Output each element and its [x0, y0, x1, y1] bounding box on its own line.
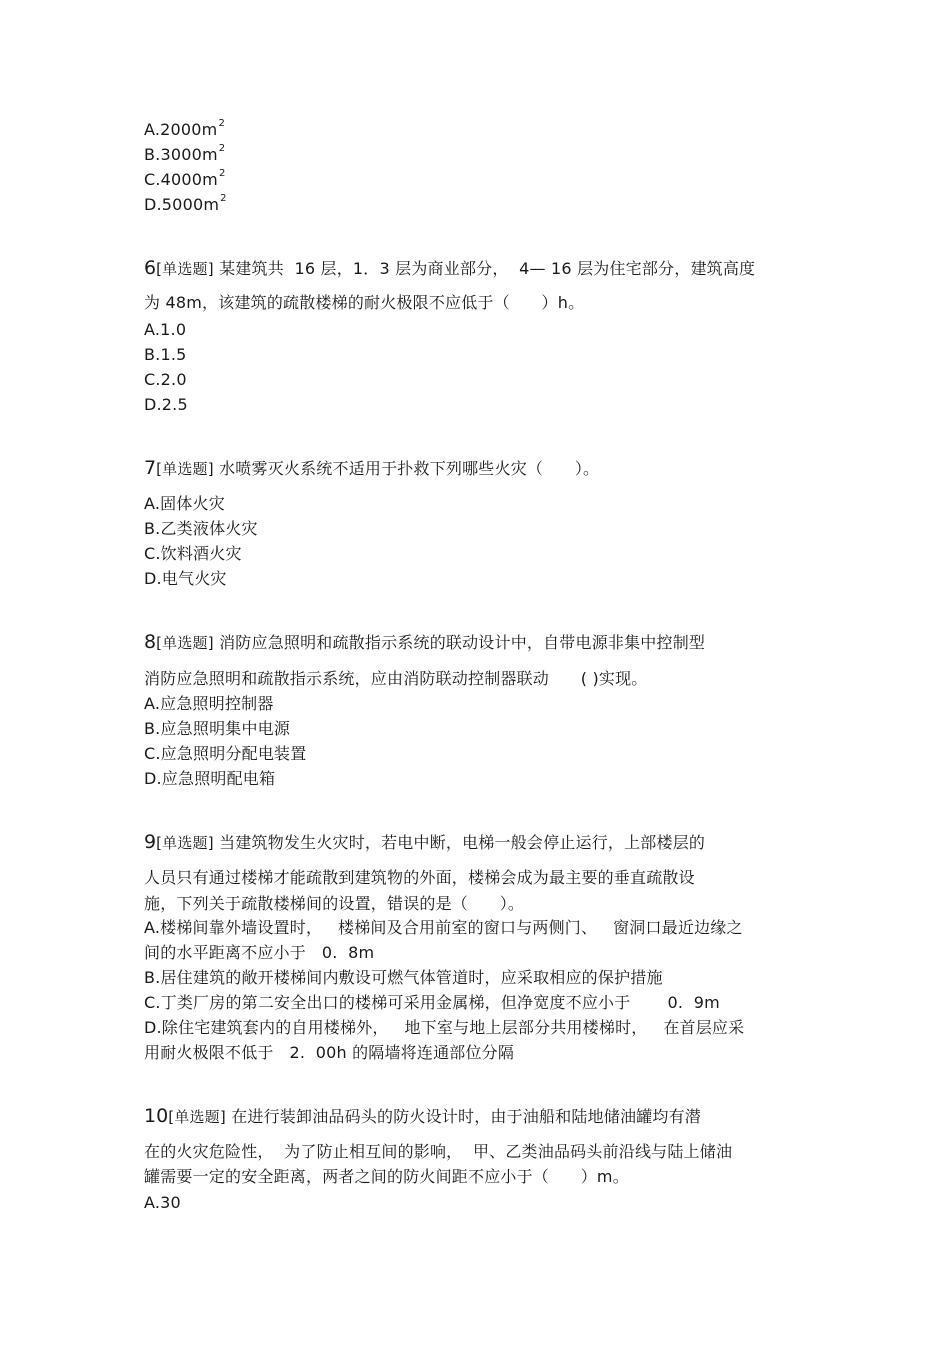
q7-option-d: D.电气火灾 [144, 569, 227, 588]
q5-option-a: $A.2000m^2$ [144, 118, 226, 139]
q6-stem-line1: 6[单选题] 某建筑共 16 层，1．3 层为商业部分， 4— 16 层为住宅部分，建筑高度 [144, 257, 756, 279]
q9-number: 9 [144, 831, 157, 853]
q10-stem-line2: 在的火灾危险性， 为了防止相互间的影响， 甲、乙类油品码头前沿线与陆上储油 [144, 1142, 733, 1161]
q6-number: 6 [144, 257, 157, 279]
q6-option-a: A.1.0 [144, 320, 187, 339]
q7-stem-line1: 7[单选题] 水喷雾灭火系统不适用于扑救下列哪些火灾（ ）。 [144, 457, 600, 479]
q7-type-tag: [单选题] [156, 460, 214, 478]
q7-option-a: A.固体火灾 [144, 494, 225, 513]
q9-stem-line3: 施，下列关于疏散楼梯间的设置，错误的是（ ）。 [144, 894, 525, 913]
q5-option-b: $B.3000m^2$ [144, 143, 226, 164]
q10-stem-line3: 罐需要一定的安全距离，两者之间的防火间距不应小于（ ）m。 [144, 1167, 629, 1186]
q7-option-b: B.乙类液体火灾 [144, 519, 258, 538]
q6-type-tag: [单选题] [156, 260, 214, 278]
q10-number: 10 [144, 1105, 169, 1127]
q7-option-c: C.饮料酒火灾 [144, 544, 242, 563]
q5-option-d: $D.5000m^2$ [144, 193, 227, 214]
q9-option-d-line2: 用耐火极限不低于 2. 00h 的隔墙将连通部位分隔 [144, 1043, 515, 1062]
q9-stem-line2: 人员只有通过楼梯才能疏散到建筑物的外面，楼梯会成为最主要的垂直疏散设 [144, 868, 695, 887]
q6-option-d: D.2.5 [144, 395, 188, 414]
q6-option-b: B.1.5 [144, 345, 187, 364]
q8-option-d: D.应急照明配电箱 [144, 769, 276, 788]
q8-option-c: C.应急照明分配电装置 [144, 744, 307, 763]
q9-option-a-line2: 间的水平距离不应小于 0. 8m [144, 943, 375, 962]
q6-stem-line2: 为 48m，该建筑的疏散楼梯的耐火极限不应低于（ ）h。 [144, 293, 585, 312]
q9-option-a-line1: A.楼梯间靠外墙设置时， 楼梯间及合用前室的窗口与两侧门、 窗洞口最近边缘之 [144, 918, 743, 937]
q9-stem-line1: 9[单选题] 当建筑物发生火灾时，若电中断，电梯一般会停止运行，上部楼层的 [144, 831, 706, 853]
q9-option-b: B.居住建筑的敞开楼梯间内敷设可燃气体管道时，应采取相应的保护措施 [144, 968, 663, 987]
q10-stem-line1: 10[单选题] 在进行装卸油品码头的防火设计时，由于油船和陆地储油罐均有潜 [144, 1105, 701, 1127]
q8-number: 8 [144, 631, 157, 653]
q8-stem-line2: 消防应急照明和疏散指示系统，应由消防联动控制器联动 ( )实现。 [144, 669, 648, 688]
q10-option-a: A.30 [144, 1193, 181, 1212]
q9-option-c: C.丁类厂房的第二安全出口的楼梯可采用金属梯，但净宽度不应小于 0. 9m [144, 993, 720, 1012]
q10-type-tag: [单选题] [168, 1108, 226, 1126]
q6-option-c: C.2.0 [144, 370, 187, 389]
q5-option-c: $C.4000m^2$ [144, 168, 226, 189]
q9-option-d-line1: D.除住宅建筑套内的自用楼梯外， 地下室与地上层部分共用楼梯时， 在首层应采 [144, 1018, 745, 1037]
q7-number: 7 [144, 457, 157, 479]
q8-option-b: B.应急照明集中电源 [144, 719, 291, 738]
q8-stem-line1: 8[单选题] 消防应急照明和疏散指示系统的联动设计中，自带电源非集中控制型 [144, 631, 706, 653]
q9-type-tag: [单选题] [156, 834, 214, 852]
q8-type-tag: [单选题] [156, 634, 214, 652]
q8-option-a: A.应急照明控制器 [144, 694, 274, 713]
